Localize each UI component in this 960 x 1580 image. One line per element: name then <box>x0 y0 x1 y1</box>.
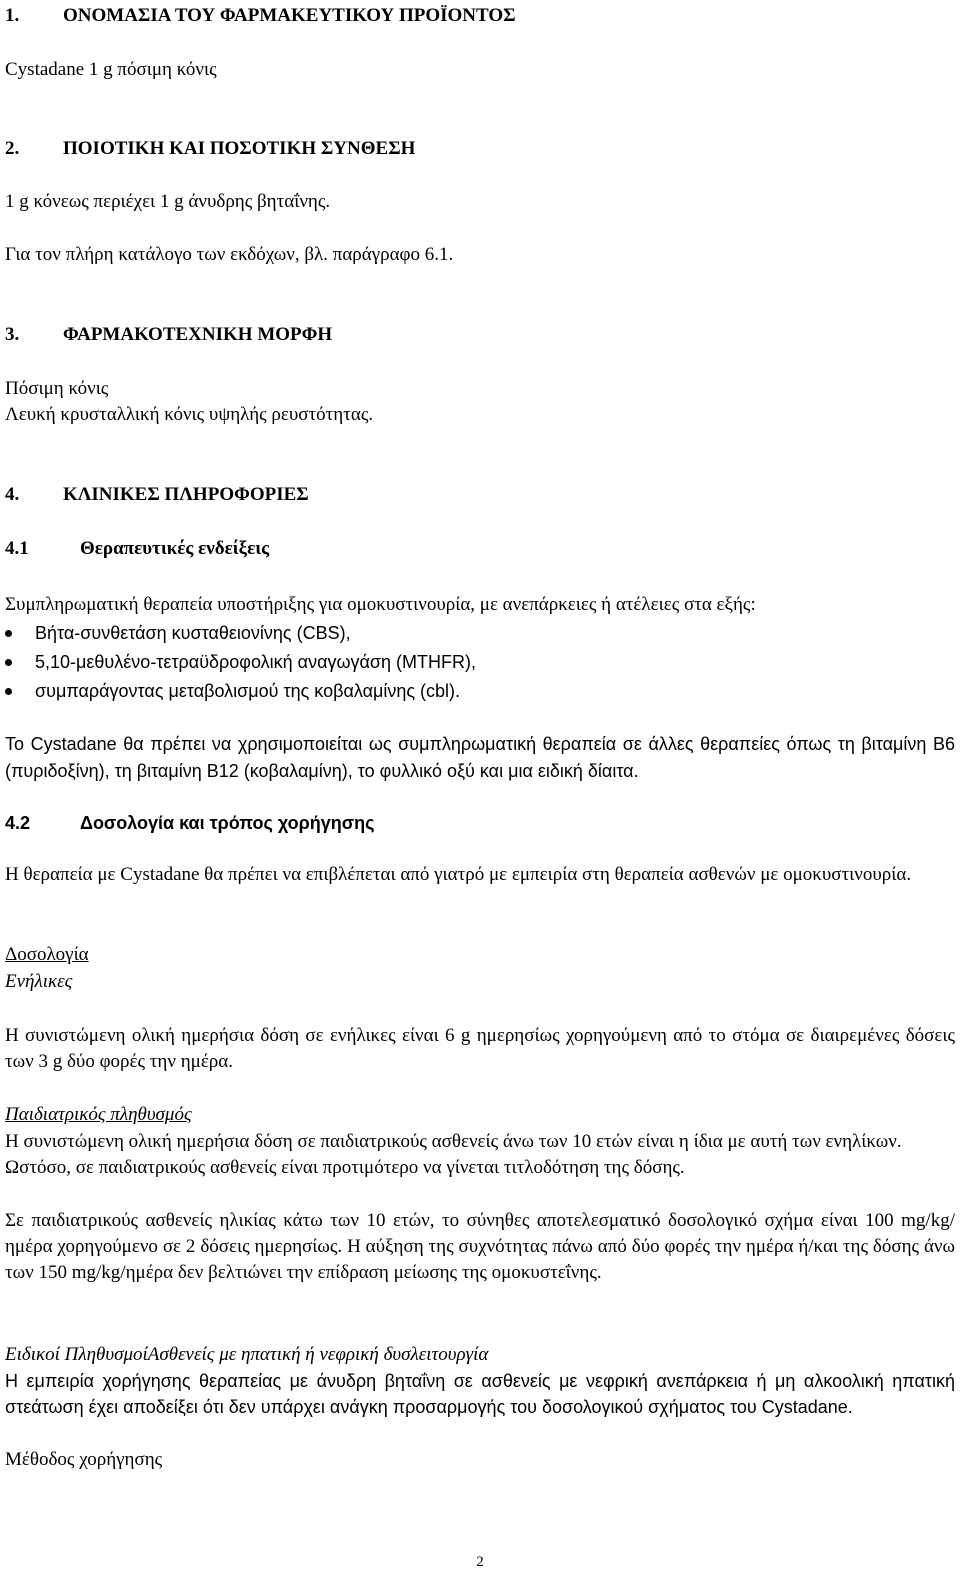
posology-heading: Δοσολογία <box>5 944 89 965</box>
pharmaceutical-form-text: Πόσιμη κόνις <box>5 378 109 399</box>
paediatric-paragraph-2: Σε παιδιατρικούς ασθενείς ηλικίας κάτω των 10 ετών, το σύνηθες αποτελεσματικό δοσολογικό σχήμα είναι 100 mg/kg/ημέρα χορηγούμενο σε 2 δόσεις ημερησίως. Η αύξηση της συχνότητας πάνω από δύο φορές την ημέρα ή/και της δόσης άνω των 150 mg/kg/ημέρα δεν βελτιώνει την επίδραση μείωσης της ομοκυστεΐνης. <box>5 1210 955 1283</box>
indications-intro-text: Συμπληρωματική θεραπεία υποστήριξης για ομοκυστινουρία, με ανεπάρκειες ή ατέλειες στα εξής: <box>5 594 756 615</box>
section-4-2-heading <box>5 810 374 836</box>
bullet-icon <box>5 630 12 637</box>
list-item-text: Βήτα-συνθετάση κυσταθειονίνης (CBS), <box>35 623 351 643</box>
special-populations-paragraph: Η εμπειρία χορήγησης θεραπείας με άνυδρη βηταΐνη σε ασθενείς με νεφρική ανεπάρκεια ή μη αλκοολική ηπατική στεάτωση έχει αποδείξει ότι δεν υπάρχει ανάγκη προσαρμογής του δοσολογικού σχήματος του Cystadane. <box>5 1371 955 1417</box>
page-number: 2 <box>476 1554 484 1570</box>
section-4-1-heading <box>5 536 269 562</box>
section-4-title: ΚΛΙΝΙΚΕΣ ΠΛΗΡΟΦΟΡΙΕΣ <box>63 484 309 505</box>
composition-text: 1 g κόνεως περιέχει 1 g άνυδρης βηταΐνης. <box>5 191 331 212</box>
section-4-1-title: Θεραπευτικές ενδείξεις <box>80 538 270 559</box>
special-populations-heading: Ειδικοί ΠληθυσμοίΑσθενείς με ηπατική ή νεφρική δυσλειτουργία <box>5 1344 489 1365</box>
section-1-title: ΟΝΟΜΑΣΙΑ ΤΟΥ ΦΑΡΜΑΚΕΥΤΙΚΟΥ ΠΡΟΪΟΝΤΟΣ <box>63 5 516 26</box>
adults-heading: Ενήλικες <box>5 971 73 992</box>
section-3-heading <box>5 322 332 348</box>
bullet-icon <box>5 659 12 666</box>
indications-paragraph: Το Cystadane θα πρέπει να χρησιμοποιείται ως συμπληρωματική θεραπεία σε άλλες θεραπείες όπως τη βιταμίνη B6 (πυριδοξίνη), τη βιταμίνη B12 (κοβαλαμίνη), το φυλλικό οξύ και μια ειδική δίαιτα. <box>5 734 955 781</box>
bullet-icon <box>5 688 12 695</box>
section-4-1-number: 4.1 <box>5 538 29 559</box>
excipients-reference-text: Για τον πλήρη κατάλογο των εκδόχων, βλ. παράγραφο 6.1. <box>5 244 454 265</box>
method-of-administration-heading: Μέθοδος χορήγησης <box>5 1449 163 1470</box>
paediatric-paragraph-1: Η συνιστώμενη ολική ημερήσια δόση σε παιδιατρικούς ασθενείς άνω των 10 ετών είναι η ίδια με αυτή των ενηλίκων. Ωστόσο, σε παιδιατρικούς ασθενείς είναι προτιμότερο να γίνεται τιτλοδότηση της δόσης. <box>5 1131 902 1178</box>
section-2-heading <box>5 136 415 162</box>
section-1-number: 1. <box>5 5 20 26</box>
section-3-title: ΦΑΡΜΑΚΟΤΕΧΝΙΚΗ ΜΟΡΦΗ <box>63 324 333 345</box>
adults-dose-paragraph: Η συνιστώμενη ολική ημερήσια δόση σε ενήλικες είναι 6 g ημερησίως χορηγούμενη από το στόμα σε διαιρεμένες δόσεις των 3 g δύο φορές την ημέρα. <box>5 1025 955 1072</box>
section-4-2-title: Δοσολογία και τρόπος χορήγησης <box>80 813 375 833</box>
list-item-text: συμπαράγοντας μεταβολισμού της κοβαλαμίνης (cbl). <box>35 681 461 701</box>
section-4-heading <box>5 482 309 508</box>
product-name-text: Cystadane 1 g πόσιμη κόνις <box>5 59 217 80</box>
section-2-title: ΠΟΙΟΤΙΚΗ ΚΑΙ ΠΟΣΟΤΙΚΗ ΣΥΝΘΕΣΗ <box>63 138 416 159</box>
paediatric-heading: Παιδιατρικός πληθυσμός <box>5 1104 192 1125</box>
section-1-heading <box>5 3 516 29</box>
section-2-number: 2. <box>5 138 20 159</box>
section-3-number: 3. <box>5 324 20 345</box>
section-4-number: 4. <box>5 484 20 505</box>
supervision-paragraph: Η θεραπεία με Cystadane θα πρέπει να επιβλέπεται από γιατρό με εμπειρία στη θεραπεία ασθενών με ομοκυστινουρία. <box>5 864 912 885</box>
list-item-text: 5,10-μεθυλένο-τετραϋδροφολική αναγωγάση (MTHFR), <box>35 652 477 672</box>
section-4-2-number: 4.2 <box>5 813 31 833</box>
form-description-text: Λευκή κρυσταλλική κόνις υψηλής ρευστότητας. <box>5 404 374 425</box>
